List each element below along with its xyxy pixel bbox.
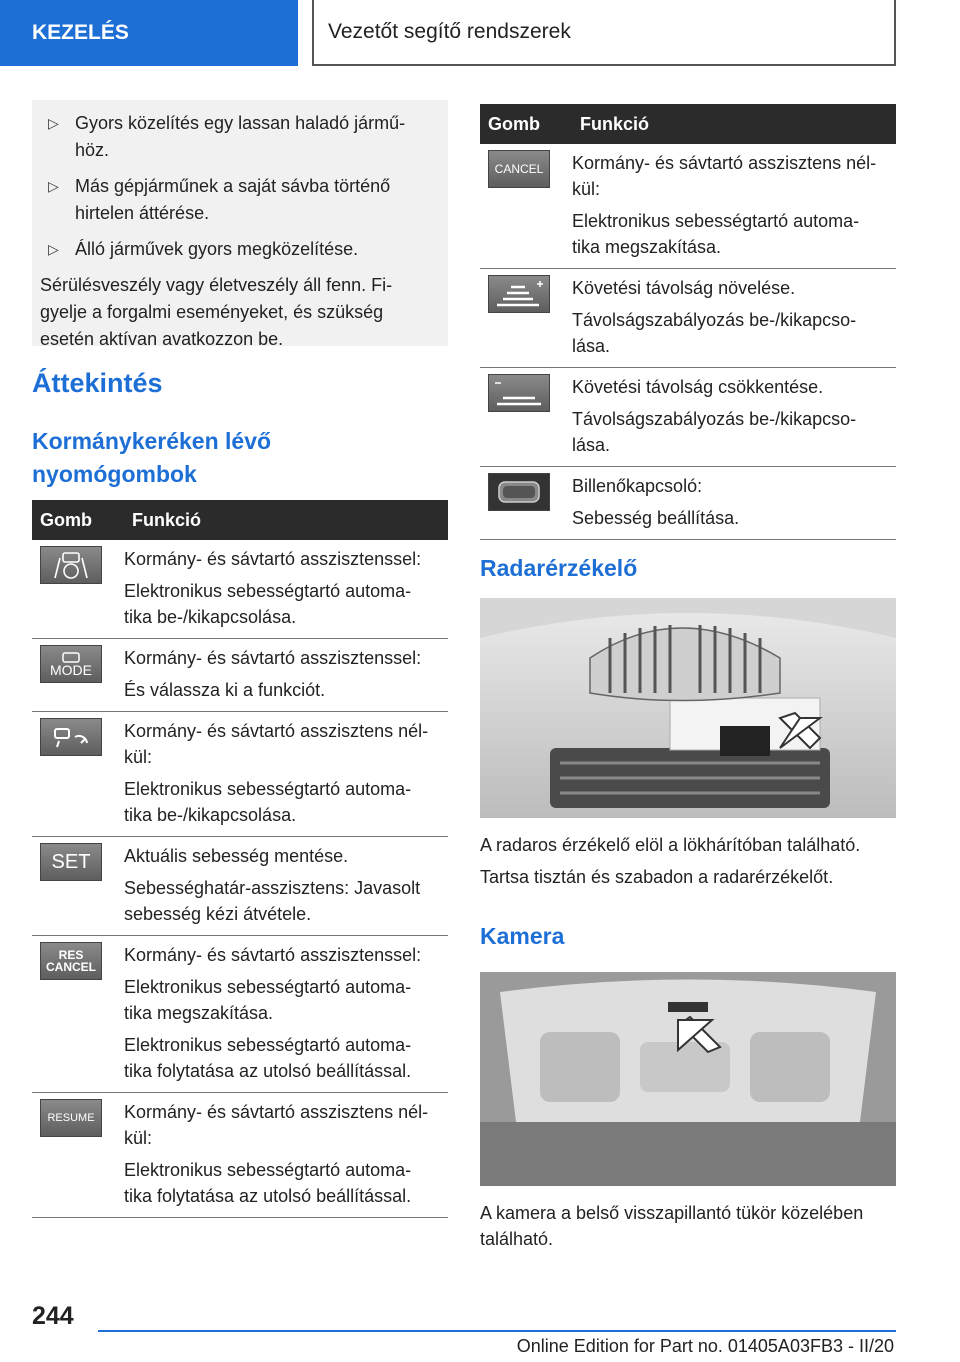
function-text: Elektronikus sebességtartó automa- tika megszakítása. <box>572 211 860 257</box>
chapter-tab: KEZELÉS <box>0 0 298 66</box>
triangle-bullet-icon: ▷ <box>48 241 59 257</box>
column-header-function: Funkció <box>124 500 448 540</box>
column-header-function: Funkció <box>572 104 896 144</box>
page-header <box>0 0 960 66</box>
function-text: Követési távolság növelése. <box>572 278 796 298</box>
function-text: Kormány- és sávtartó asszisztens nél- kül: <box>124 721 429 767</box>
button-label: RESUME <box>47 1112 95 1124</box>
res-cancel-button-icon <box>40 942 102 980</box>
warning-bullet <box>40 236 436 263</box>
warning-text: Sérülésveszély vagy életveszély áll fenn. Fi- gyelje a forgalmi eseményeket, és szükség esetén aktívan avatkozzon be. <box>40 275 393 349</box>
resume-button-icon <box>40 1099 102 1137</box>
table-row <box>32 540 448 639</box>
warning-bullet <box>40 110 436 164</box>
lane-assist-steering-icon <box>40 546 102 584</box>
table-row <box>480 269 896 368</box>
column-header-button: Gomb <box>480 104 572 144</box>
radar-text-2: Tartsa tisztán és szabadon a radarérzékelőt. <box>480 867 834 887</box>
function-text: Távolságszabályozás be-/kikapcso- lása. <box>572 409 857 455</box>
camera-image <box>480 972 896 1186</box>
function-text: Aktuális sebesség mentése. <box>124 846 349 866</box>
function-text: Elektronikus sebességtartó automa- tika be-/kikapcsolása. <box>124 581 412 627</box>
function-text: Távolságszabályozás be-/kikapcso- lása. <box>572 310 857 356</box>
function-text: Kormány- és sávtartó asszisztens nél- kül: <box>572 153 877 199</box>
table-row <box>32 712 448 837</box>
distance-decrease-icon <box>488 374 550 412</box>
table-row <box>32 639 448 712</box>
function-text: Követési távolság csökkentése. <box>572 377 824 397</box>
camera-text: A kamera a belső visszapillantó tükör közelében található. <box>480 1203 864 1249</box>
radar-text-1: A radaros érzékelő elöl a lökhárítóban található. <box>480 835 861 855</box>
buttons-table-left-wrap <box>32 500 448 1218</box>
function-text: Billenőkapcsoló: <box>572 476 703 496</box>
column-header-button: Gomb <box>32 500 124 540</box>
distance-increase-icon <box>488 275 550 313</box>
button-label: RES CANCEL <box>46 948 96 974</box>
button-label: CANCEL <box>494 162 544 176</box>
buttons-table-right-wrap <box>480 104 896 540</box>
footer-divider <box>98 1330 896 1332</box>
function-text: Sebességhatár-asszisztens: Javasolt sebesség kézi átvétele. <box>124 878 421 924</box>
warning-box <box>32 100 448 349</box>
buttons-heading: Kormánykeréken lévő nyomógombok <box>32 428 272 487</box>
button-label: SET <box>51 851 91 873</box>
buttons-table-left <box>32 500 448 1218</box>
function-text: Elektronikus sebességtartó automa- tika folytatása az utolsó beállítással. <box>124 1035 412 1081</box>
camera-heading: Kamera <box>480 923 565 949</box>
bullet-text: Más gépjárműnek a saját sávba történő hirtelen áttérése. <box>75 176 391 223</box>
set-button-icon <box>40 843 102 881</box>
bullet-text: Gyors közelítés egy lassan haladó jármű- höz. <box>75 113 406 160</box>
overview-heading: Áttekintés <box>32 368 163 398</box>
function-text: Elektronikus sebességtartó automa- tika be-/kikapcsolása. <box>124 779 412 825</box>
triangle-bullet-icon: ▷ <box>48 115 59 131</box>
table-row <box>480 144 896 269</box>
radar-sensor-image <box>480 598 896 818</box>
table-row <box>32 936 448 1093</box>
triangle-bullet-icon: ▷ <box>48 178 59 194</box>
warning-bullet <box>40 173 436 227</box>
rocker-switch-icon <box>488 473 550 511</box>
mode-button-icon <box>40 645 102 683</box>
table-row <box>480 467 896 540</box>
cancel-button-icon <box>488 150 550 188</box>
function-text: Elektronikus sebességtartó automa- tika folytatása az utolsó beállítással. <box>124 1160 412 1206</box>
function-text: Elektronikus sebességtartó automa- tika megszakítása. <box>124 977 412 1023</box>
table-row <box>480 368 896 467</box>
radar-heading: Radarérzékelő <box>480 555 638 581</box>
function-text: Kormány- és sávtartó asszisztenssel: <box>124 549 422 569</box>
function-text: Kormány- és sávtartó asszisztenssel: <box>124 945 422 965</box>
table-row <box>32 1093 448 1218</box>
function-text: És válassza ki a funkciót. <box>124 680 326 700</box>
page-number: 244 <box>32 1302 74 1330</box>
function-text: Kormány- és sávtartó asszisztens nél- kül: <box>124 1102 429 1148</box>
button-label: MODE <box>50 662 92 678</box>
cruise-control-icon <box>40 718 102 756</box>
section-title: Vezetőt segítő rendszerek <box>312 0 896 66</box>
bullet-text: Álló járművek gyors megközelítése. <box>75 239 359 259</box>
footer-edition-text: Online Edition for Part no. 01405A03FB3 - II/20 <box>516 1336 894 1356</box>
buttons-table-right <box>480 104 896 540</box>
table-row <box>32 837 448 936</box>
function-text: Kormány- és sávtartó asszisztenssel: <box>124 648 422 668</box>
function-text: Sebesség beállítása. <box>572 508 740 528</box>
